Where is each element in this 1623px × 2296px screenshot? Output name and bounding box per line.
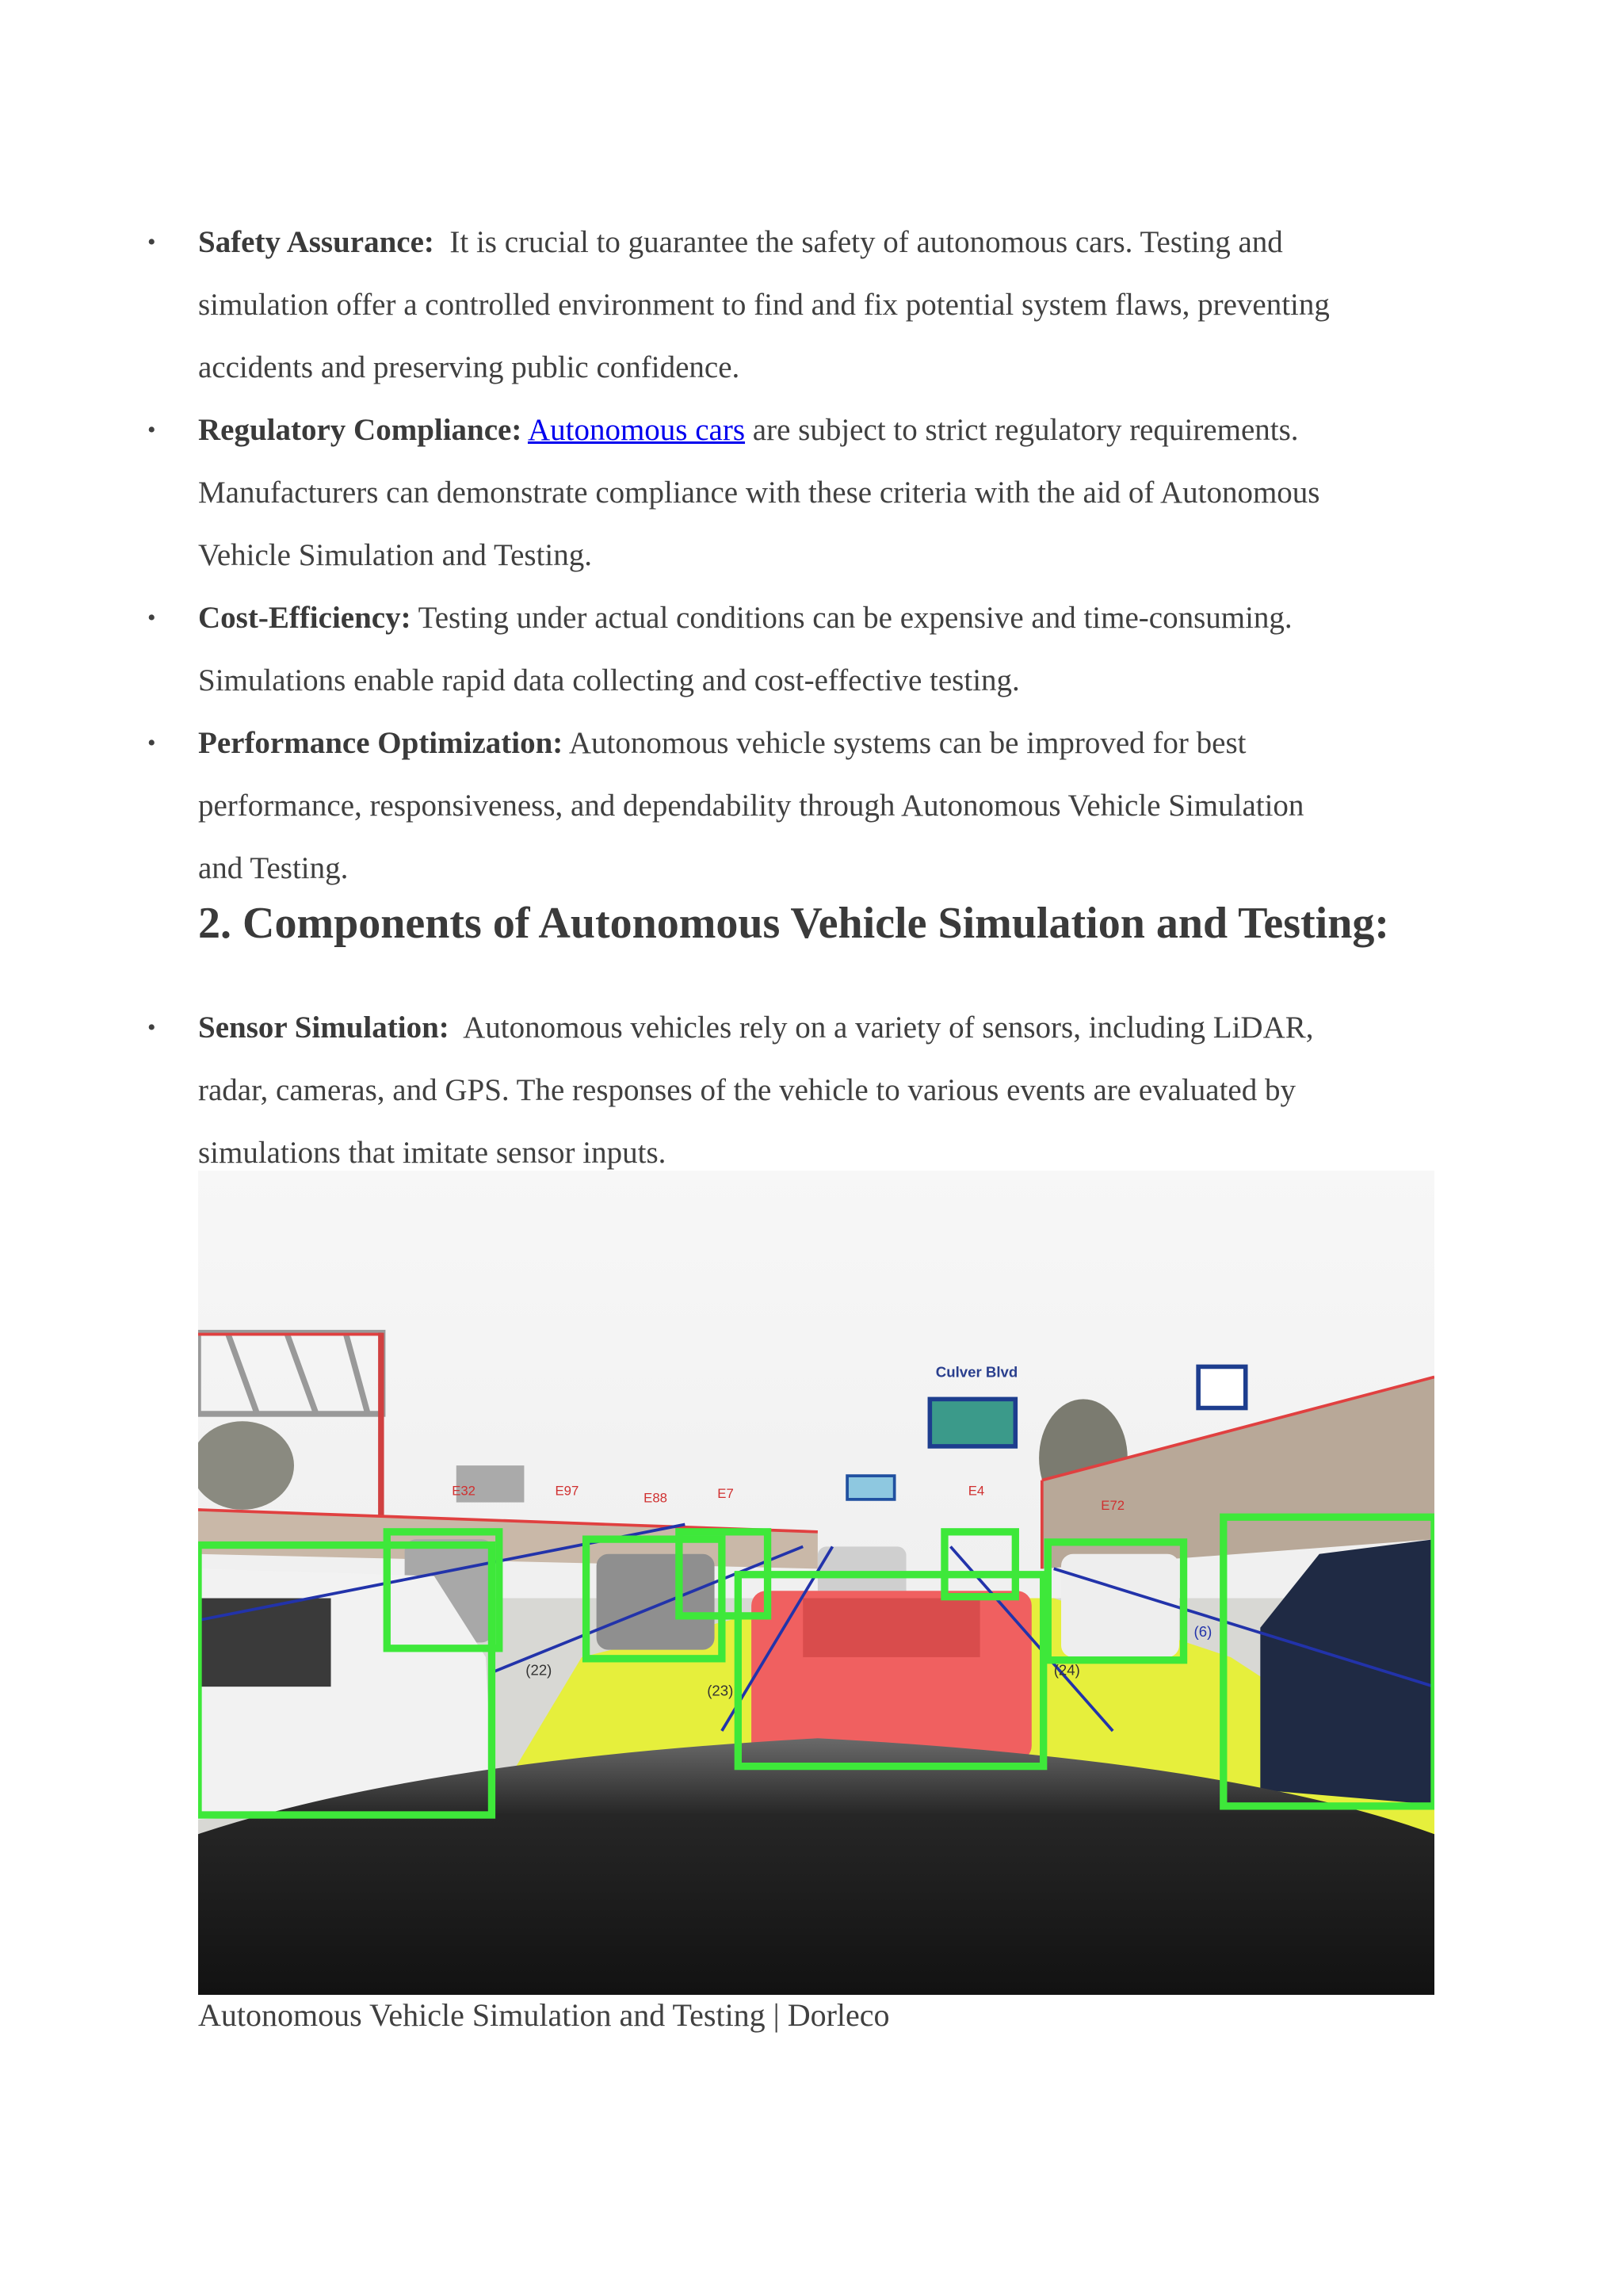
sensor-line-2: radar, cameras, and GPS. The responses of the vehicle to various events are evaluated by [198,1073,1296,1107]
performance-text: Autonomous vehicle systems can be improved for best [568,726,1247,760]
label: (6) [1193,1622,1212,1640]
ego-car-window [803,1599,980,1657]
car [597,1554,715,1650]
label: E97 [555,1483,579,1499]
gantry-outline [198,1333,383,1336]
cost-title: Cost-Efficiency: [198,601,411,635]
label: E7 [717,1486,734,1502]
cost-text: Testing under actual conditions can be expensive and time-consuming. [418,601,1293,635]
regulatory-line-2: Manufacturers can demonstrate compliance with these criteria with the aid of Autonomous [198,476,1320,510]
performance-line-3: and Testing. [198,851,349,885]
sensor-title: Sensor Simulation: [198,1010,449,1045]
bullet-icon: • [147,229,156,255]
label: E4 [968,1483,985,1499]
regulatory-title: Regulatory Compliance: [198,413,522,447]
safety-title: Safety Assurance: [198,225,434,259]
label: (22) [525,1661,552,1679]
autonomous-cars-link[interactable]: Autonomous cars [527,413,746,447]
sensor-line-3: simulations that imitate sensor inputs. [198,1136,666,1170]
safety-text: It is crucial to guarantee the safety of autonomous cars. Testing and [449,225,1283,259]
safety-line-3: accidents and preserving public confidence. [198,350,740,384]
sign-text: Culver Blvd [935,1363,1018,1381]
sensor-line-1 [198,996,1314,1059]
label: E72 [1101,1497,1125,1513]
regulatory-line-1 [198,399,1299,461]
sensor-text: Autonomous vehicles rely on a variety of sensors, including LiDAR, [463,1010,1314,1045]
bullet-icon: • [147,730,156,756]
cost-line-1 [198,586,1293,649]
gantry-post [378,1333,384,1518]
safety-line-1 [198,211,1283,273]
performance-line-1 [198,712,1246,774]
label: (23) [707,1682,734,1699]
autonomous-vehicle-detection-image [198,1171,1434,1995]
regulatory-text: are subject to strict regulatory requirements. [752,413,1299,447]
figure-caption: Autonomous Vehicle Simulation and Testing | Dorleco [198,1997,890,2033]
road-sign [930,1399,1015,1446]
safety-line-2: simulation offer a controlled environment to find and fix potential system flaws, preventing [198,288,1330,322]
bullet-icon: • [147,417,156,443]
performance-line-2: performance, responsiveness, and dependability through Autonomous Vehicle Simulation [198,789,1304,823]
bullet-icon: • [147,605,156,631]
label: E88 [643,1490,667,1506]
cost-line-2: Simulations enable rapid data collecting and cost-effective testing. [198,663,1020,697]
section-heading: 2. Components of Autonomous Vehicle Simulation and Testing: [198,899,1390,948]
suv-rear-window [198,1599,331,1687]
regulatory-line-3: Vehicle Simulation and Testing. [198,538,592,572]
road-sign [847,1476,895,1499]
label: (24) [1053,1661,1080,1679]
performance-title: Performance Optimization: [198,726,563,760]
label: E32 [452,1483,475,1499]
bullet-icon: • [147,1014,156,1041]
car [1061,1554,1179,1657]
road-sign [1198,1366,1246,1408]
